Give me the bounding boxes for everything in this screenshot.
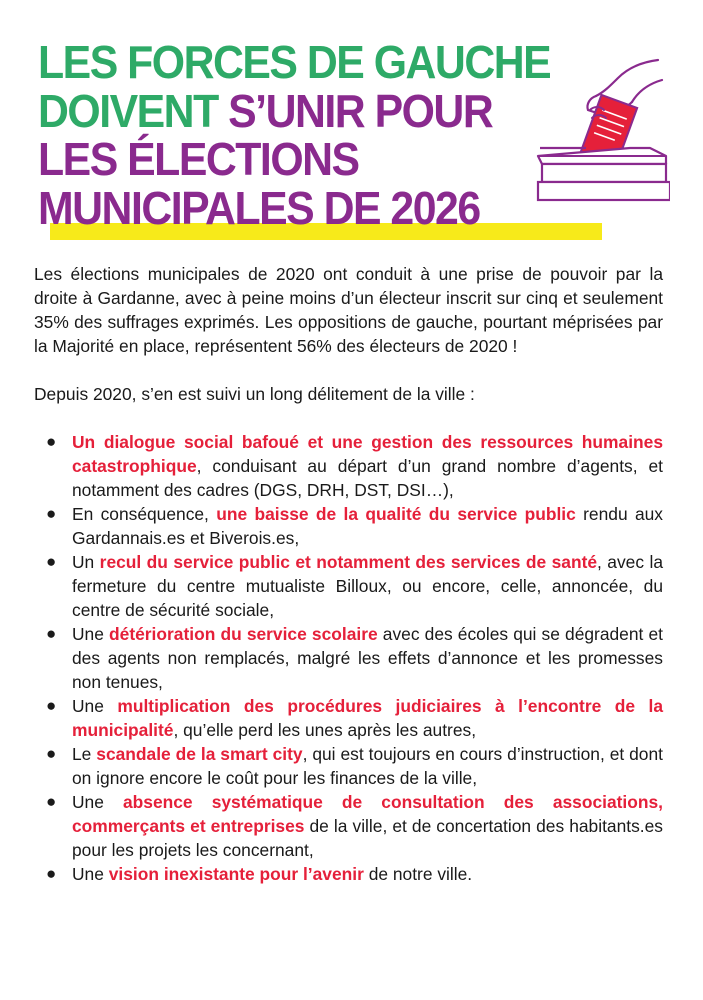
list-item: ● Une multiplication des procédures judiciaires à l’encontre de la municipalité, qu’elle perd les unes après les autres, — [46, 696, 663, 740]
list-item: ● Une détérioration du service scolaire avec des écoles qui se dégradent et des agents non remplacés, malgré les effets d’annonce et les promesses non tenues, — [46, 624, 663, 692]
bullet-icon: ● — [46, 552, 57, 571]
title-line-1: LES FORCES DE GAUCHE — [38, 36, 551, 88]
list-item: ● Une vision inexistante pour l’avenir de notre ville. — [46, 864, 473, 884]
bullet-icon: ● — [46, 744, 57, 763]
list-item: ● Une absence systématique de consultation des associations, commerçants et entreprises de la ville, et de concertation des habitants.es pour les projets les concernant, — [46, 792, 664, 860]
bullet-icon: ● — [46, 792, 57, 811]
list-item: ● Un dialogue social bafoué et une gestion des ressources humaines catastrophique, conduisant au départ d’un grand nombre d’agents, et notamment des cadres (DGS, DRH, DST, DSI…), — [46, 432, 663, 500]
page-title — [38, 38, 559, 232]
bullet-icon: ● — [46, 624, 57, 643]
bullet-icon: ● — [46, 864, 57, 883]
intro-paragraph: Les élections municipales de 2020 ont conduit à une prise de pouvoir par la droite à Gardanne, avec à peine moins d’un électeur inscrit sur cinq et seulement 35% des suffrages exprimés. Les oppositions de gauche, pourtant méprisées par la Majorité en place, représentent 56% des électeurs de 2020 ! — [34, 264, 663, 356]
grievance-list — [34, 430, 663, 886]
main-text — [34, 262, 663, 886]
title-line-3: LES ÉLECTIONS — [38, 133, 359, 185]
list-intro: Depuis 2020, s’en est suivi un long délitement de la ville : — [34, 384, 475, 404]
bullet-icon: ● — [46, 432, 57, 451]
bullet-icon: ● — [46, 696, 57, 715]
list-item: ● En conséquence, une baisse de la qualité du service public rendu aux Gardannais.es et Biverois.es, — [46, 504, 663, 548]
list-item: ● Un recul du service public et notamment des services de santé, avec la fermeture du centre mutualiste Billoux, ou encore, celle, annoncée, du centre de sécurité sociale, — [46, 552, 664, 620]
title-line-2-purple: S’UNIR POUR — [228, 84, 493, 137]
title-line-2-green: DOIVENT — [38, 84, 218, 137]
list-item: ● Le scandale de la smart city, qui est toujours en cours d’instruction, et dont on ignore encore le coût pour les finances de la ville, — [46, 744, 663, 788]
title-line-4: MUNICIPALES DE 2026 — [38, 181, 480, 234]
bullet-icon: ● — [46, 504, 57, 523]
ballot-box-icon — [530, 52, 670, 212]
